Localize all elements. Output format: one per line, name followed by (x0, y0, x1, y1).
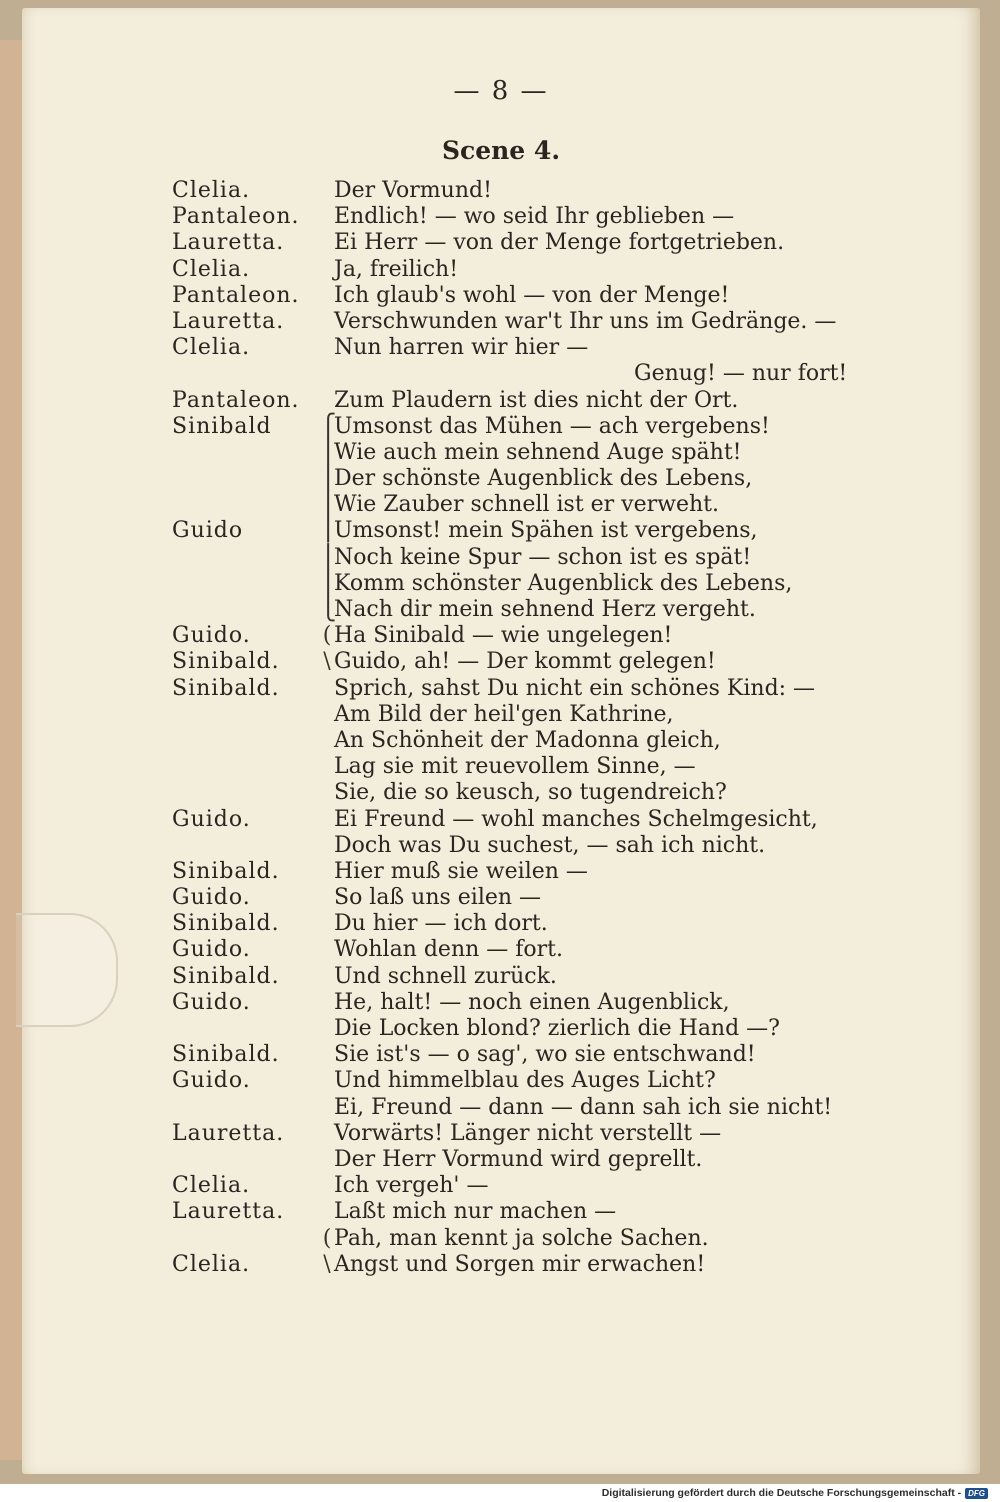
dialogue-line (172, 885, 872, 911)
brace-mark (320, 807, 334, 833)
speaker-name (172, 728, 320, 754)
dialogue-text: Guido, ah! — Der kommt gelegen! (334, 649, 716, 675)
speaker-name (172, 1226, 320, 1252)
brace-mark (320, 309, 334, 335)
speaker-name (172, 833, 320, 859)
dialogue-line (172, 597, 872, 623)
dialogue-line (172, 1147, 872, 1173)
speaker-name (172, 1016, 320, 1042)
dialogue-line (172, 1095, 872, 1121)
dialogue-line (172, 204, 872, 230)
speaker-name: Guido. (172, 806, 251, 832)
speaker-name: Guido. (172, 1068, 251, 1094)
dialogue-line (172, 1252, 872, 1278)
speaker-name (172, 702, 320, 728)
speaker-name: Sinibald. (172, 963, 280, 989)
brace-mark (320, 728, 334, 754)
dialogue-line (172, 335, 872, 361)
brace-mark: ( (322, 623, 332, 649)
brace-mark (320, 1121, 334, 1147)
speaker-name (172, 466, 320, 492)
dialogue-line (172, 1226, 872, 1252)
brace-mark (320, 676, 334, 702)
dialogue-text: Doch was Du suchest, — sah ich nicht. (334, 832, 766, 858)
brace-mark (320, 990, 334, 1016)
brace-mark: ⎪ (320, 466, 337, 492)
dialogue-line (172, 466, 872, 492)
brace-mark: ⎪ (320, 492, 337, 518)
dialogue-block (172, 178, 872, 1278)
dialogue-text: Hier muß sie weilen — (334, 858, 588, 884)
dialogue-text: Am Bild der heil'gen Kathrine, (334, 701, 674, 727)
brace-mark (320, 1016, 334, 1042)
dialogue-text: Ich vergeh' — (334, 1173, 489, 1199)
brace-mark: ⎪ (320, 570, 337, 596)
speaker-name: Lauretta. (172, 308, 285, 334)
brace-mark (320, 964, 334, 990)
dialogue-text: Sie, die so keusch, so tugendreich? (334, 780, 727, 806)
brace-mark: ⎪ (320, 439, 337, 465)
speaker-name: Guido. (172, 885, 251, 911)
speaker-name (172, 571, 320, 597)
speaker-name (172, 361, 320, 387)
page-number: — 8 — (453, 76, 549, 106)
dialogue-line (172, 859, 872, 885)
brace-mark (320, 1199, 334, 1225)
speaker-name: Guido. (172, 989, 251, 1015)
dialogue-line (172, 807, 872, 833)
brace-mark (320, 1095, 334, 1121)
speaker-name: Sinibald. (172, 1042, 280, 1068)
dialogue-line (172, 414, 872, 440)
dialogue-line (172, 492, 872, 518)
speaker-name (172, 1147, 320, 1173)
dialogue-line (172, 676, 872, 702)
dialogue-line (172, 1016, 872, 1042)
brace-mark: ⎩ (320, 597, 337, 622)
dialogue-text: Laßt mich nur machen — (334, 1199, 617, 1225)
dialogue-line (172, 990, 872, 1016)
brace-mark (320, 257, 334, 283)
brace-mark (320, 388, 334, 414)
speaker-name: Sinibald. (172, 649, 280, 675)
speaker-name: Clelia. (172, 1173, 251, 1199)
dialogue-line (172, 833, 872, 859)
brace-mark (320, 230, 334, 256)
dialogue-line (172, 1199, 872, 1225)
brace-mark (320, 833, 334, 859)
brace-mark (320, 335, 334, 361)
brace-mark (320, 885, 334, 911)
brace-mark: ⎪ (320, 518, 337, 544)
dialogue-line (172, 937, 872, 963)
speaker-name: Sinibald. (172, 675, 280, 701)
dialogue-text: Umsonst das Mühen — ach vergebens! (334, 413, 770, 439)
brace-mark (320, 1173, 334, 1199)
dialogue-line (172, 754, 872, 780)
dialogue-text: So laß uns eilen — (334, 885, 542, 911)
speaker-name: Lauretta. (172, 230, 285, 256)
brace-mark (320, 937, 334, 963)
dialogue-text: Endlich! — wo seid Ihr geblieben — (334, 204, 735, 230)
dialogue-line (172, 911, 872, 937)
brace-mark: ⎪ (320, 544, 337, 570)
dialogue-line (172, 964, 872, 990)
dialogue-line (172, 257, 872, 283)
dialogue-text: Die Locken blond? zierlich die Hand —? (334, 1016, 780, 1041)
dialogue-text: Pah, man kennt ja solche Sachen. (334, 1225, 709, 1251)
dialogue-text: Vorwärts! Länger nicht verstellt — (334, 1120, 722, 1146)
speaker-name: Pantaleon. (172, 204, 300, 230)
dialogue-text: Ich glaub's wohl — von der Menge! (334, 282, 730, 308)
dialogue-text: Wie Zauber schnell ist er verweht. (334, 492, 719, 518)
dialogue-line (172, 780, 872, 806)
dialogue-text: Wohlan denn — fort. (334, 937, 564, 963)
book-page (22, 8, 980, 1474)
footer-credit (602, 1486, 988, 1500)
speaker-name (172, 754, 320, 780)
dialogue-line (172, 518, 872, 544)
dialogue-text: Komm schönster Augenblick des Lebens, (334, 570, 793, 596)
speaker-name: Sinibald (172, 413, 272, 439)
brace-mark (320, 702, 334, 728)
brace-mark (320, 283, 334, 309)
speaker-name (172, 492, 320, 518)
dialogue-line (172, 1121, 872, 1147)
dialogue-text: Lag sie mit reuevollem Sinne, — (334, 754, 696, 780)
speaker-name (172, 597, 320, 623)
brace-mark (320, 361, 334, 387)
brace-mark: ⎧ (320, 413, 337, 439)
dialogue-line (172, 230, 872, 256)
dialogue-line (172, 1173, 872, 1199)
speaker-name: Lauretta. (172, 1120, 285, 1146)
page-clip-tab (16, 913, 118, 1027)
dfg-logo: DFG (965, 1488, 988, 1499)
dialogue-text: Wie auch mein sehnend Auge späht! (334, 439, 742, 465)
dialogue-text: Genug! — nur fort! (634, 361, 848, 387)
dialogue-text: Noch keine Spur — schon ist es spät! (334, 544, 752, 570)
dialogue-text: Der Vormund! (334, 178, 492, 203)
scene-heading: Scene 4. (441, 136, 561, 165)
speaker-name: Clelia. (172, 335, 251, 361)
dialogue-line (172, 283, 872, 309)
brace-mark (320, 1068, 334, 1094)
speaker-name: Clelia. (172, 178, 251, 203)
speaker-name (172, 440, 320, 466)
dialogue-text: Ei Freund — wohl manches Schelmgesicht, (334, 806, 818, 832)
brace-mark (320, 204, 334, 230)
brace-mark (320, 1042, 334, 1068)
dialogue-line (172, 623, 872, 649)
dialogue-line (172, 1042, 872, 1068)
dialogue-text: Ha Sinibald — wie ungelegen! (334, 623, 673, 649)
dialogue-text: Angst und Sorgen mir erwachen! (334, 1251, 706, 1277)
speaker-name: Sinibald. (172, 911, 280, 937)
dialogue-line (172, 1068, 872, 1094)
dialogue-line (172, 361, 872, 387)
brace-mark (320, 859, 334, 885)
dialogue-text: Ei, Freund — dann — dann sah ich sie nicht! (334, 1094, 833, 1120)
brace-mark (320, 780, 334, 806)
dialogue-text: Verschwunden war't Ihr uns im Gedränge. — (334, 308, 837, 334)
dialogue-text: Ei Herr — von der Menge fortgetrieben. (334, 230, 785, 256)
dialogue-text: An Schönheit der Madonna gleich, (334, 727, 721, 753)
dialogue-text: Nun harren wir hier — (334, 335, 589, 361)
dialogue-text: Du hier — ich dort. (334, 911, 548, 937)
dialogue-text: Ja, freilich! (334, 256, 459, 282)
dialogue-text: Umsonst! mein Spähen ist vergebens, (334, 518, 758, 544)
brace-mark (320, 754, 334, 780)
dialogue-line (172, 309, 872, 335)
brace-mark (320, 911, 334, 937)
dialogue-line (172, 649, 872, 675)
speaker-name: Sinibald. (172, 858, 280, 884)
dialogue-line (172, 571, 872, 597)
brace-mark (320, 178, 334, 204)
dialogue-text: Sprich, sahst Du nicht ein schönes Kind: — (334, 675, 816, 701)
brace-mark (320, 1147, 334, 1173)
dialogue-text: Und himmelblau des Auges Licht? (334, 1068, 716, 1094)
dialogue-line (172, 728, 872, 754)
speaker-name: Pantaleon. (172, 282, 300, 308)
speaker-name: Guido. (172, 623, 251, 649)
dialogue-line (172, 702, 872, 728)
speaker-name: Clelia. (172, 1251, 251, 1277)
dialogue-text: He, halt! — noch einen Augenblick, (334, 989, 730, 1015)
speaker-name (172, 780, 320, 806)
dialogue-text: Der schönste Augenblick des Lebens, (334, 466, 753, 492)
dialogue-text: Nach dir mein sehnend Herz vergeht. (334, 597, 756, 622)
dialogue-line (172, 545, 872, 571)
speaker-name: Clelia. (172, 256, 251, 282)
speaker-name (172, 545, 320, 571)
brace-mark: \ (323, 649, 331, 675)
dialogue-line (172, 440, 872, 466)
speaker-name: Guido (172, 518, 244, 544)
speaker-name (172, 1095, 320, 1121)
speaker-name: Lauretta. (172, 1199, 285, 1225)
dialogue-text: Und schnell zurück. (334, 963, 557, 989)
dialogue-line (172, 178, 872, 204)
brace-mark: \ (323, 1251, 331, 1277)
dialogue-text: Sie ist's — o sag', wo sie entschwand! (334, 1042, 756, 1068)
dialogue-line (172, 388, 872, 414)
speaker-name: Guido. (172, 937, 251, 963)
footer-text: Digitalisierung gefördert durch die Deutsche Forschungsgemeinschaft - (601, 1487, 962, 1499)
dialogue-text: Der Herr Vormund wird geprellt. (334, 1146, 703, 1172)
brace-mark: ( (322, 1225, 332, 1251)
speaker-name: Pantaleon. (172, 387, 300, 413)
dialogue-text: Zum Plaudern ist dies nicht der Ort. (334, 387, 739, 413)
